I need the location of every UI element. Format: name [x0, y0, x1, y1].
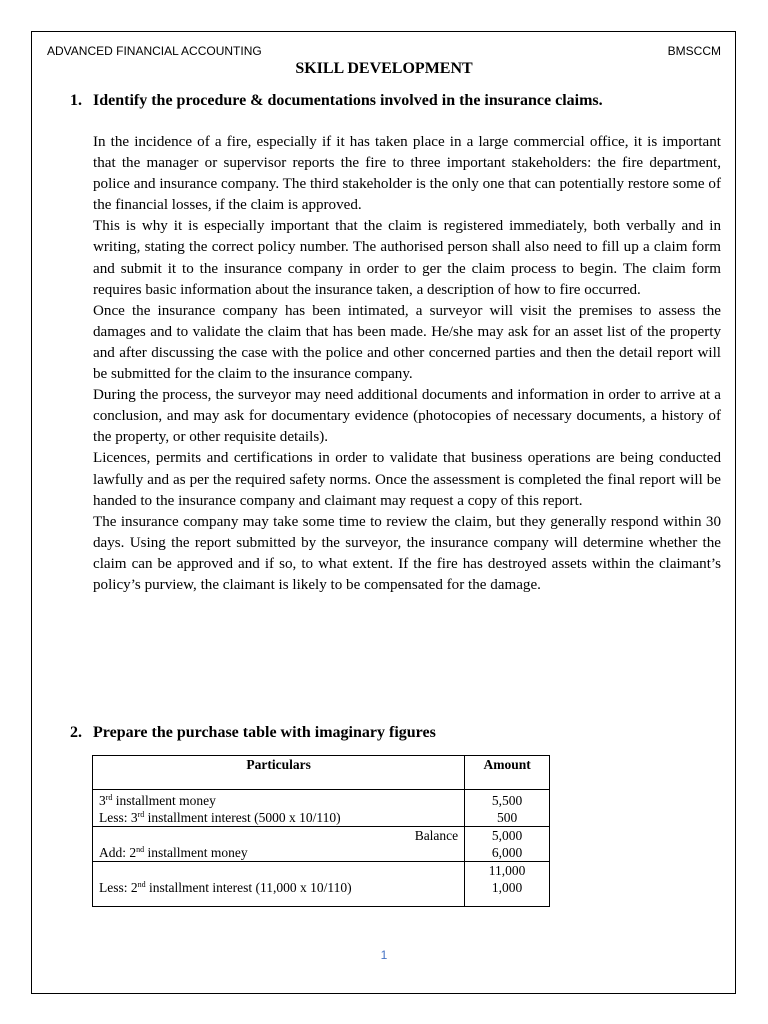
question-1-heading — [70, 92, 603, 110]
purchase-table — [92, 755, 550, 907]
amount-value: 500 — [496, 810, 518, 825]
particulars-cell — [93, 827, 465, 862]
page-number: 1 — [380, 948, 388, 962]
amount-cell — [465, 827, 550, 862]
table-row — [93, 862, 550, 907]
question-1-number: 1. — [70, 92, 82, 109]
answer-1-body — [93, 132, 721, 596]
particulars-cell — [93, 862, 465, 907]
amount-cell — [465, 790, 550, 827]
amount-value: 11,000 — [488, 863, 526, 878]
particular-line: Add: 2nd installment money — [99, 845, 248, 860]
header-amount: Amount — [465, 756, 550, 790]
particular-line: 3rd installment money — [99, 793, 216, 808]
question-2-text: Prepare the purchase table with imaginary figures — [93, 724, 436, 741]
answer-paragraph: In the incidence of a fire, especially if it has taken place in a large commercial office, it is important that the manager or supervisor reports the fire to three important stakeholders: the fire department, police and insurance company. The third stakeholder is the only one that can potentially restore some of the financial losses, if the claim is approved. — [93, 134, 721, 214]
question-2-number: 2. — [70, 724, 82, 741]
answer-paragraph: Licences, permits and certifications in order to validate that business operations are being conducted lawfully and as per the required safety norms. Once the assessment is completed the final report will be handed to the insurance company and claimant may request a copy of this report. — [93, 450, 721, 509]
particular-line: Less: 3rd installment interest (5000 x 10/110) — [99, 810, 341, 825]
question-2-heading — [70, 724, 436, 742]
answer-paragraph: Once the insurance company has been intimated, a surveyor will visit the premises to assess the damages and to validate the claim that has been made. He/she may ask for an asset list of the property and after discussing the case with the police and other concerned parties and then the detail report will be submitted for the claim to the insurance company. — [93, 302, 721, 383]
answer-paragraph: During the process, the surveyor may need additional documents and information in order to arrive at a conclusion, and may ask for documentary evidence (photocopies of necessary documents, a history of the property, or other requisite details). — [93, 387, 721, 446]
amount-value: 6,000 — [491, 845, 523, 860]
question-1-text: Identify the procedure & documentations involved in the insurance claims. — [93, 92, 603, 109]
amount-value: 5,500 — [491, 793, 523, 808]
table-row — [93, 790, 550, 827]
answer-paragraph: This is why it is especially important that the claim is registered immediately, both verbally and in writing, stating the correct policy number. The authorised person shall also need to fill up a claim form and submit it to the insurance company in order to ger the claim process to begin. The claim form requires basic information about the insurance taken, a description of how to fire occurred. — [93, 218, 721, 298]
particular-line: Less: 2nd installment interest (11,000 x 10/110) — [99, 880, 352, 895]
table-row — [93, 827, 550, 862]
amount-value: 1,000 — [491, 880, 523, 895]
table-header-row — [93, 756, 550, 790]
particulars-cell — [93, 790, 465, 827]
header-course-title: ADVANCED FINANCIAL ACCOUNTING — [47, 44, 262, 58]
amount-cell — [465, 862, 550, 907]
balance-label: Balance — [414, 828, 459, 843]
page-title: SKILL DEVELOPMENT — [295, 60, 473, 77]
answer-paragraph: The insurance company may take some time to review the claim, but they generally respond within 30 days. Using the report submitted by the surveyor, the insurance company will determine whether the claim can be approved and if so, to what extent. If the fire has destroyed assets within the claimant’s policy’s purview, the claimant is likely to be compensated for the damage. — [93, 513, 721, 593]
amount-value: 5,000 — [491, 828, 523, 843]
header-program-code: BMSCCM — [667, 44, 721, 58]
header-particulars: Particulars — [93, 756, 465, 790]
